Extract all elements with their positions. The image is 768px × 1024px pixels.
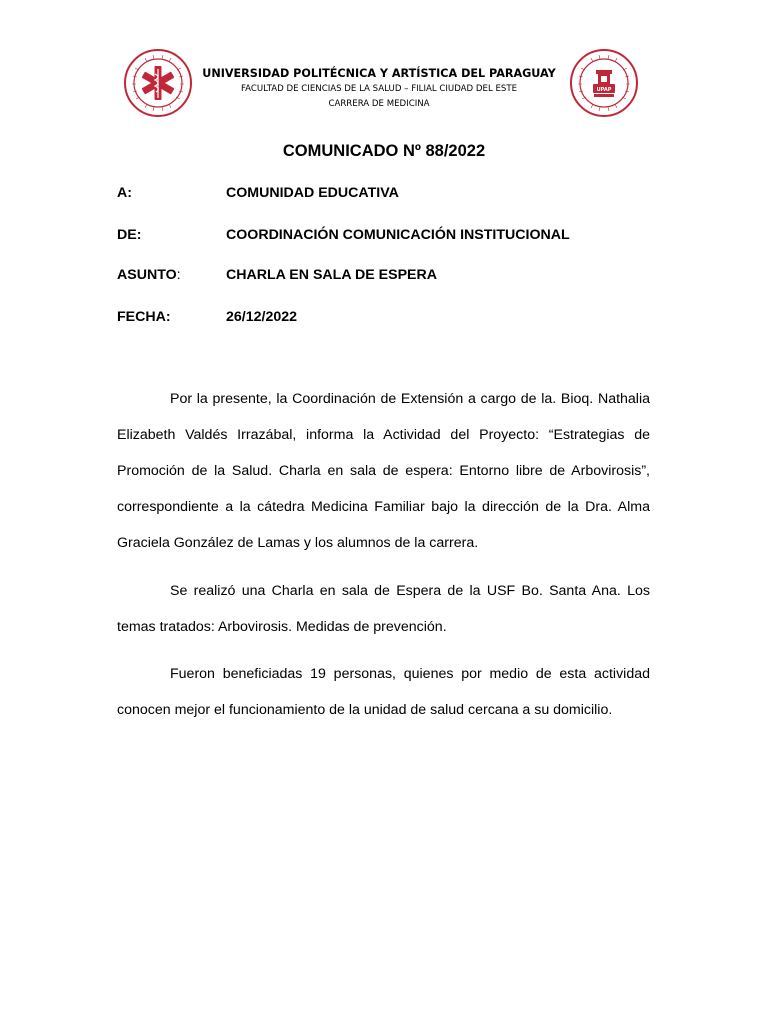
logo-upap-text: UPAP bbox=[596, 87, 612, 93]
to-value: COMUNIDAD EDUCATIVA bbox=[226, 185, 399, 201]
letterhead bbox=[200, 66, 558, 112]
subject-colon: : bbox=[176, 267, 181, 283]
from-label: DE: bbox=[117, 227, 142, 243]
body-paragraph-3 bbox=[117, 656, 650, 728]
body-paragraph-2 bbox=[117, 573, 650, 645]
subject-label: ASUNTO bbox=[117, 267, 177, 283]
career-name: CARRERA DE MEDICINA bbox=[328, 99, 430, 109]
paragraph-2-text: Se realizó una Charla en sala de Espera de la USF Bo. Santa Ana. Los temas tratados: Arbovirosis. Medidas de prevención. bbox=[117, 583, 650, 635]
date-value: 26/12/2022 bbox=[226, 309, 298, 325]
to-label: A: bbox=[117, 185, 132, 201]
faculty-logo bbox=[123, 48, 193, 118]
date-label: FECHA: bbox=[117, 309, 171, 325]
paragraph-3-text: Fueron beneficiadas 19 personas, quienes por medio de esta actividad conocen mejor el funcionamiento de la unidad de salud cercana a su domicilio. bbox=[117, 666, 650, 718]
subject-label-wrap bbox=[117, 266, 181, 284]
from-value: COORDINACIÓN COMUNICACIÓN INSTITUCIONAL bbox=[226, 227, 570, 243]
body-paragraph-1 bbox=[117, 381, 650, 561]
university-name: UNIVERSIDAD POLITÉCNICA Y ARTÍSTICA DEL PARAGUAY bbox=[202, 67, 556, 80]
university-seal-icon bbox=[569, 48, 639, 118]
medical-seal-icon bbox=[123, 48, 193, 118]
subject-value: CHARLA EN SALA DE ESPERA bbox=[226, 267, 437, 283]
university-logo bbox=[569, 48, 639, 118]
document-title: COMUNICADO Nº 88/2022 bbox=[282, 142, 486, 160]
faculty-name: FACULTAD DE CIENCIAS DE LA SALUD – FILIAL CIUDAD DEL ESTE bbox=[240, 84, 518, 94]
paragraph-1-text: Por la presente, la Coordinación de Extensión a cargo de la. Bioq. Nathalia Elizabeth Valdés Irrazábal, informa la Actividad del Proyecto: “Estrategias de Promoción de la Salud. Charla en sala de espera: Entorno libre de Arbovirosis”, correspondiente a la cátedra Medicina Familiar bajo la dirección de la Dra. Alma Graciela González de Lamas y los alumnos de la carrera. bbox=[117, 391, 650, 551]
